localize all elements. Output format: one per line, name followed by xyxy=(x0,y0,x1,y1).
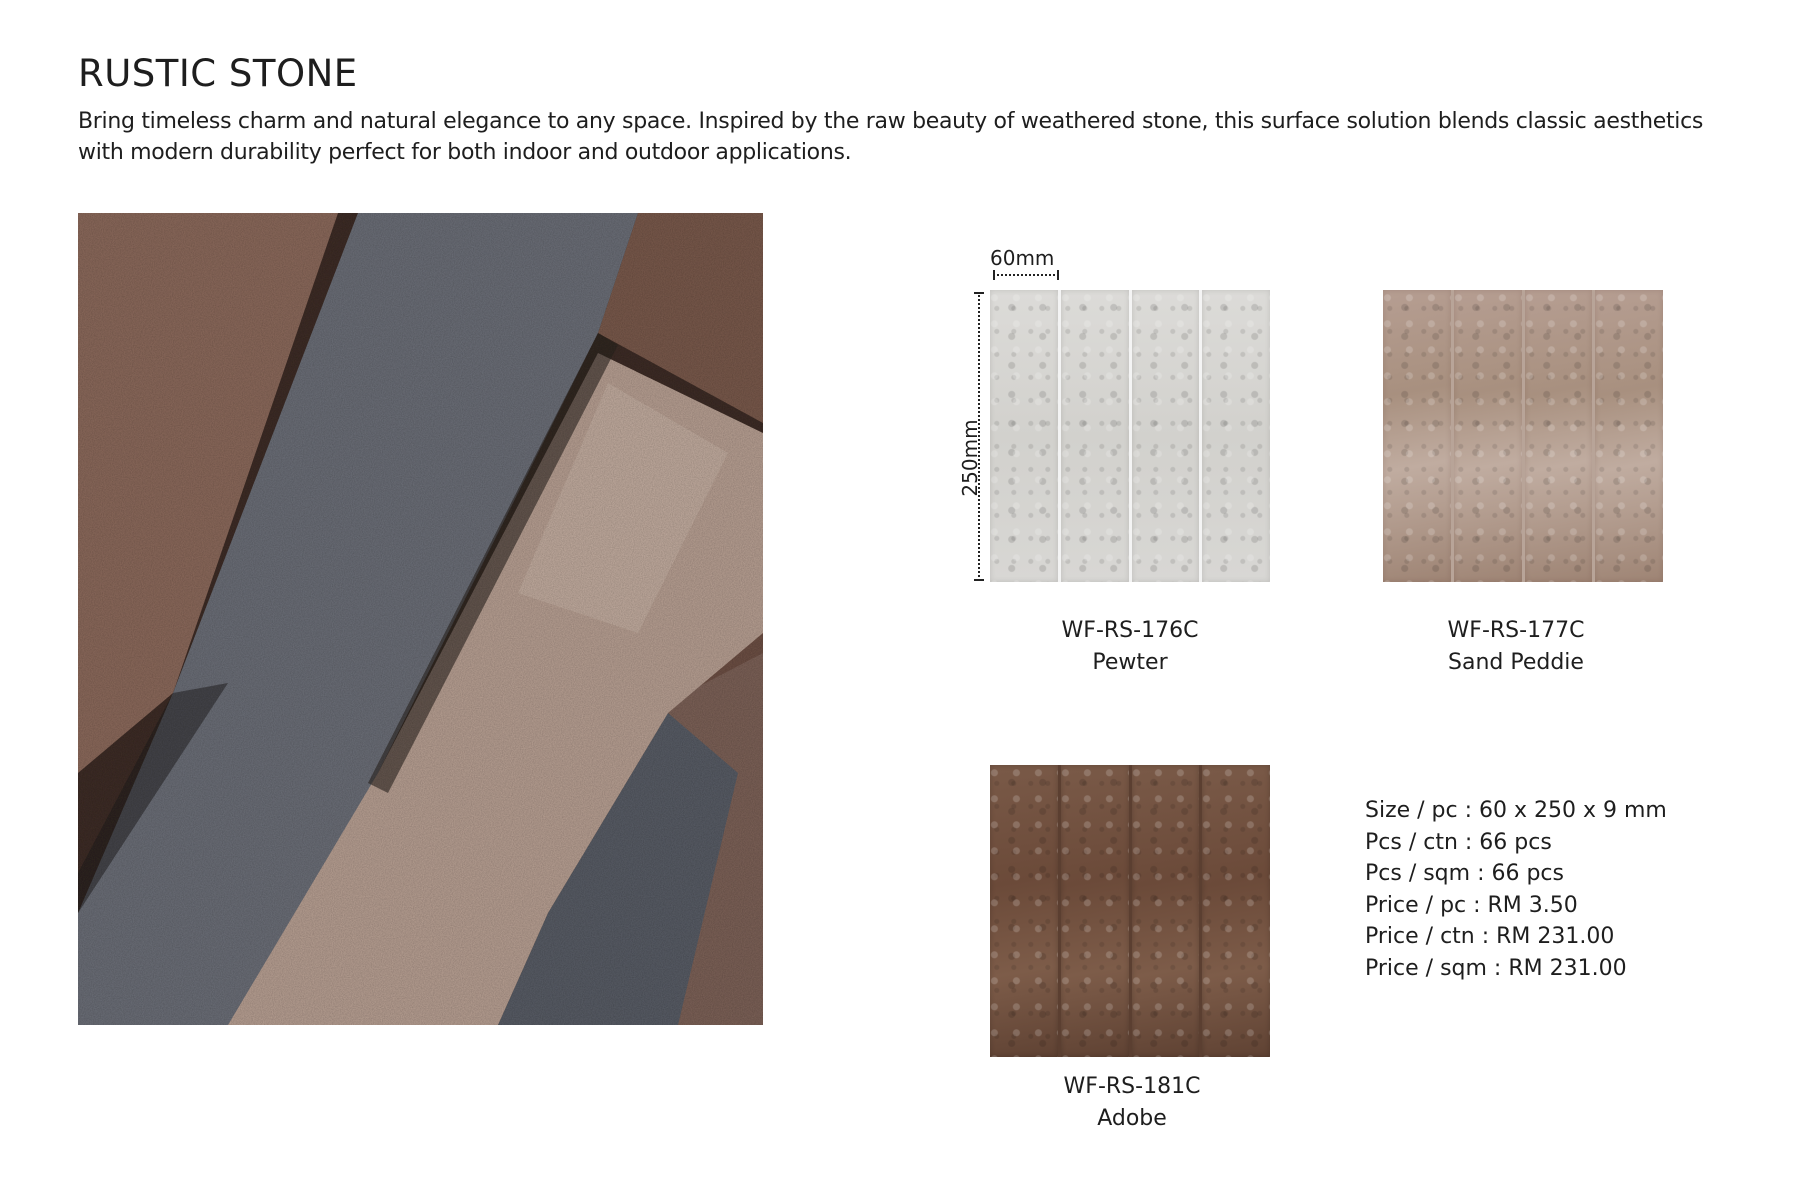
page-title: RUSTIC STONE xyxy=(78,52,358,95)
brick-tile xyxy=(990,765,1058,1057)
brick-tile xyxy=(1132,765,1200,1057)
product-description: Bring timeless charm and natural elegance to any space. Inspired by the raw beauty of weathered stone, this surface solution blends classic aesthetics with modern durability perfect for both indoor and outdoor applications. xyxy=(78,109,1704,165)
brick-tile xyxy=(1061,765,1129,1057)
swatch-code: WF-RS-176C xyxy=(1061,618,1199,643)
swatch-code: WF-RS-177C xyxy=(1447,618,1585,643)
swatch-pewter xyxy=(990,290,1270,582)
swatch-name: Pewter xyxy=(1092,650,1168,675)
spec-price-per-carton: Price / ctn : RM 231.00 xyxy=(1365,924,1615,949)
hero-stone-photo xyxy=(78,213,763,1025)
swatch-code: WF-RS-181C xyxy=(1063,1074,1201,1099)
swatch-caption-sand-peddie xyxy=(1366,615,1666,679)
width-dimension-marker xyxy=(993,274,1059,276)
swatch-caption-adobe xyxy=(982,1071,1282,1135)
brick-tile xyxy=(1061,290,1129,582)
swatch-adobe xyxy=(990,765,1270,1057)
spec-list xyxy=(1365,795,1667,984)
spec-price-per-pc: Price / pc : RM 3.50 xyxy=(1365,892,1578,918)
brick-tile xyxy=(1525,290,1593,582)
brick-tile xyxy=(1595,290,1663,582)
brick-tile xyxy=(1383,290,1451,582)
width-dimension-label: 60mm xyxy=(990,246,1055,270)
swatch-sand-peddie xyxy=(1383,290,1663,582)
spec-pcs-per-carton: Pcs / ctn : 66 pcs xyxy=(1365,829,1552,855)
swatch-caption-pewter xyxy=(980,615,1280,679)
spec-pcs-per-sqm: Pcs / sqm : 66 pcs xyxy=(1365,861,1564,886)
brick-tile xyxy=(1202,765,1270,1057)
spec-price-per-sqm: Price / sqm : RM 231.00 xyxy=(1365,955,1627,981)
spec-size: Size / pc : 60 x 250 x 9 mm xyxy=(1365,798,1667,823)
brick-tile xyxy=(1454,290,1522,582)
swatch-name: Adobe xyxy=(1097,1106,1167,1131)
brick-tile xyxy=(990,290,1058,582)
height-dimension-label: 250mm xyxy=(958,419,982,497)
brick-tile xyxy=(1132,290,1200,582)
brick-tile xyxy=(1202,290,1270,582)
swatch-name: Sand Peddie xyxy=(1448,650,1584,675)
